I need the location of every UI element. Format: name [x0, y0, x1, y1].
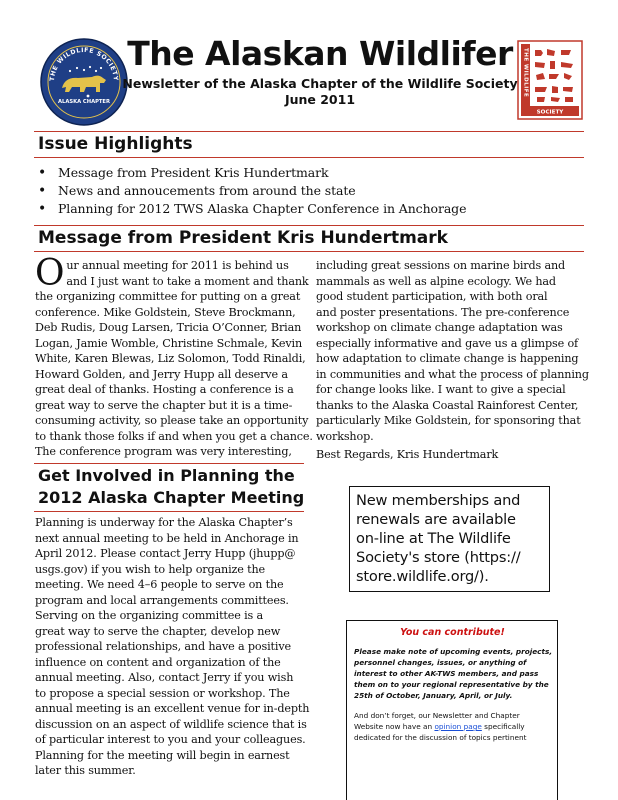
text-line: in communities and what the process of planning — [316, 367, 589, 381]
signoff: Best Regards, Kris Hundertmark — [316, 448, 499, 461]
text-line: mammals as well as alpine ecology. We had — [316, 274, 556, 288]
president-left-column — [35, 253, 313, 460]
text-line: consuming activity, so please take an opportunity — [35, 414, 309, 427]
text-line: interest to other AK-TWS members, and pass — [354, 669, 539, 678]
contribute-callout — [346, 620, 558, 800]
tws-logo-bottom-text: SOCIETY — [536, 109, 564, 116]
newsletter-title: The Alaskan Wildlifer — [127, 34, 513, 73]
callout-line: on-line at The Wildlife — [356, 530, 511, 547]
callout-line: New memberships and — [356, 492, 521, 509]
text-line: conference. Mike Goldstein, Steve Brockmann, — [35, 305, 296, 319]
text-line: later this summer. — [35, 764, 136, 777]
text-line: how adaptation to climate change is happening — [316, 352, 579, 365]
text-line: April 2012. Please contact Jerry Hupp (jhupp@ — [35, 547, 296, 560]
petroglyph-animals-icon — [517, 40, 583, 120]
text-line: workshop on climate change adaptation was — [316, 321, 563, 334]
involved-heading-line1: Get Involved in Planning the — [38, 466, 295, 485]
text-line: good student participation, with both oral — [316, 290, 548, 303]
callout-line: renewals are available — [356, 511, 516, 528]
text-line: them on to your regional representative by the — [354, 680, 549, 689]
text-line: to propose a special session or workshop. The — [35, 686, 290, 700]
text-line: thanks to the Alaska Coastal Rainforest Center, — [316, 398, 579, 412]
text-line: White, Karen Blewas, Liz Solomon, Todd Rinaldi, — [35, 352, 306, 365]
highlights-divider — [34, 157, 584, 158]
involved-heading-line2: 2012 Alaska Chapter Meeting — [38, 488, 305, 507]
tws-logo — [517, 40, 583, 120]
text-line: the organizing committee for putting on a great — [35, 290, 301, 303]
text-line: Howard Golden, and Jerry Hupp all deserve a — [35, 367, 288, 381]
text-fragment: specifically — [481, 722, 525, 731]
text-line: great way to serve the chapter but it is a time- — [35, 398, 293, 412]
tws-logo-side-text: THE WILDLIFE — [522, 48, 529, 98]
text-line: The conference program was very interesting, — [35, 445, 292, 458]
president-divider — [34, 251, 584, 252]
callout-line: store.wildlife.org/). — [356, 568, 489, 585]
masthead-divider — [34, 131, 584, 132]
list-item: • News and annoucements from around the state — [36, 182, 596, 200]
drop-cap: O — [35, 253, 65, 294]
highlights-heading: Issue Highlights — [38, 134, 193, 154]
president-heading: Message from President Kris Hundertmark — [38, 228, 448, 248]
involved-divider — [34, 511, 304, 512]
membership-callout — [349, 486, 550, 592]
contribute-instructions — [354, 646, 551, 701]
seal-ring-text: THE WILDLIFE SOCIETY — [48, 46, 120, 82]
involved-top-divider — [34, 463, 304, 464]
text-line: Logan, Jamie Womble, Christine Schmale, Kevin — [35, 336, 303, 350]
text-line: program and local arrangements committees. — [35, 593, 289, 607]
president-top-divider — [34, 225, 584, 226]
text-line: great deal of thanks. Hosting a conference is a — [35, 383, 294, 396]
contribute-title: You can contribute! — [400, 627, 505, 638]
callout-line: Society's store (https:// — [356, 549, 521, 566]
text-line: next annual meeting to be held in Anchorage in — [35, 531, 299, 545]
text-fragment: Website now have an — [354, 722, 435, 731]
text-line: to thank those folks if and when you get a chance. — [35, 429, 313, 443]
text-line: ur annual meeting for 2011 is behind us — [66, 259, 289, 272]
text-line: discussion on an aspect of wildlife science that is — [35, 717, 307, 731]
text-line: annual meeting is an excellent venue for in-depth — [35, 702, 310, 715]
text-line: of particular interest to you and your colleagues. — [35, 733, 306, 746]
text-line — [354, 721, 551, 732]
text-line: professional relationships, and have a positive — [35, 640, 291, 653]
text-line: Deb Rudis, Doug Larsen, Tricia O’Conner, Brian — [35, 321, 302, 334]
text-line: especially informative and gave us a glimpse of — [316, 336, 579, 350]
text-line: usgs.gov) if you wish to help organize the — [35, 562, 265, 576]
issue-date: June 2011 — [284, 92, 356, 107]
text-line: meeting. We need 4–6 people to serve on the — [35, 578, 284, 591]
text-line: great way to serve the chapter, develop new — [35, 624, 281, 638]
text-line: personnel changes, issues, or anything of — [354, 658, 527, 667]
text-line: Please make note of upcoming events, projects, — [354, 647, 553, 656]
text-line: 25th of October, January, April, or July. — [354, 691, 513, 700]
text-line: annual meeting. Also, contact Jerry if you wish — [35, 671, 294, 684]
opinion-page-link[interactable]: opinion page — [434, 722, 482, 731]
text-line: Planning for the meeting will begin in earnest — [35, 748, 290, 762]
president-right-column — [316, 258, 588, 444]
text-line: and I just want to take a moment and thank — [66, 274, 309, 288]
newsletter-subtitle: Newsletter of the Alaska Chapter of the Wildlife Society — [122, 76, 518, 91]
text-line: including great sessions on marine birds and — [316, 259, 566, 272]
text-line: workshop. — [316, 429, 374, 443]
text-line: dedicated for the discussion of topics pertinent — [354, 733, 527, 742]
text-line: and poster presentations. The pre-conference — [316, 305, 570, 319]
seal-bottom-text: ALASKA CHAPTER — [58, 99, 110, 105]
highlights-list — [36, 164, 596, 218]
text-line: influence on content and organization of the — [35, 655, 281, 669]
text-line: And don’t forget, our Newsletter and Chapter — [354, 711, 520, 720]
text-line: Serving on the organizing committee is a — [35, 609, 264, 622]
list-item: • Message from President Kris Hundertmark — [36, 164, 596, 182]
text-line: particularly Mike Goldstein, for sponsoring that — [316, 414, 581, 427]
text-line: for change looks like. I want to give a special — [316, 383, 566, 396]
involved-column — [35, 515, 310, 779]
list-item: • Planning for 2012 TWS Alaska Chapter Conference in Anchorage — [36, 200, 596, 218]
text-line: Planning is underway for the Alaska Chapter’s — [35, 516, 293, 529]
